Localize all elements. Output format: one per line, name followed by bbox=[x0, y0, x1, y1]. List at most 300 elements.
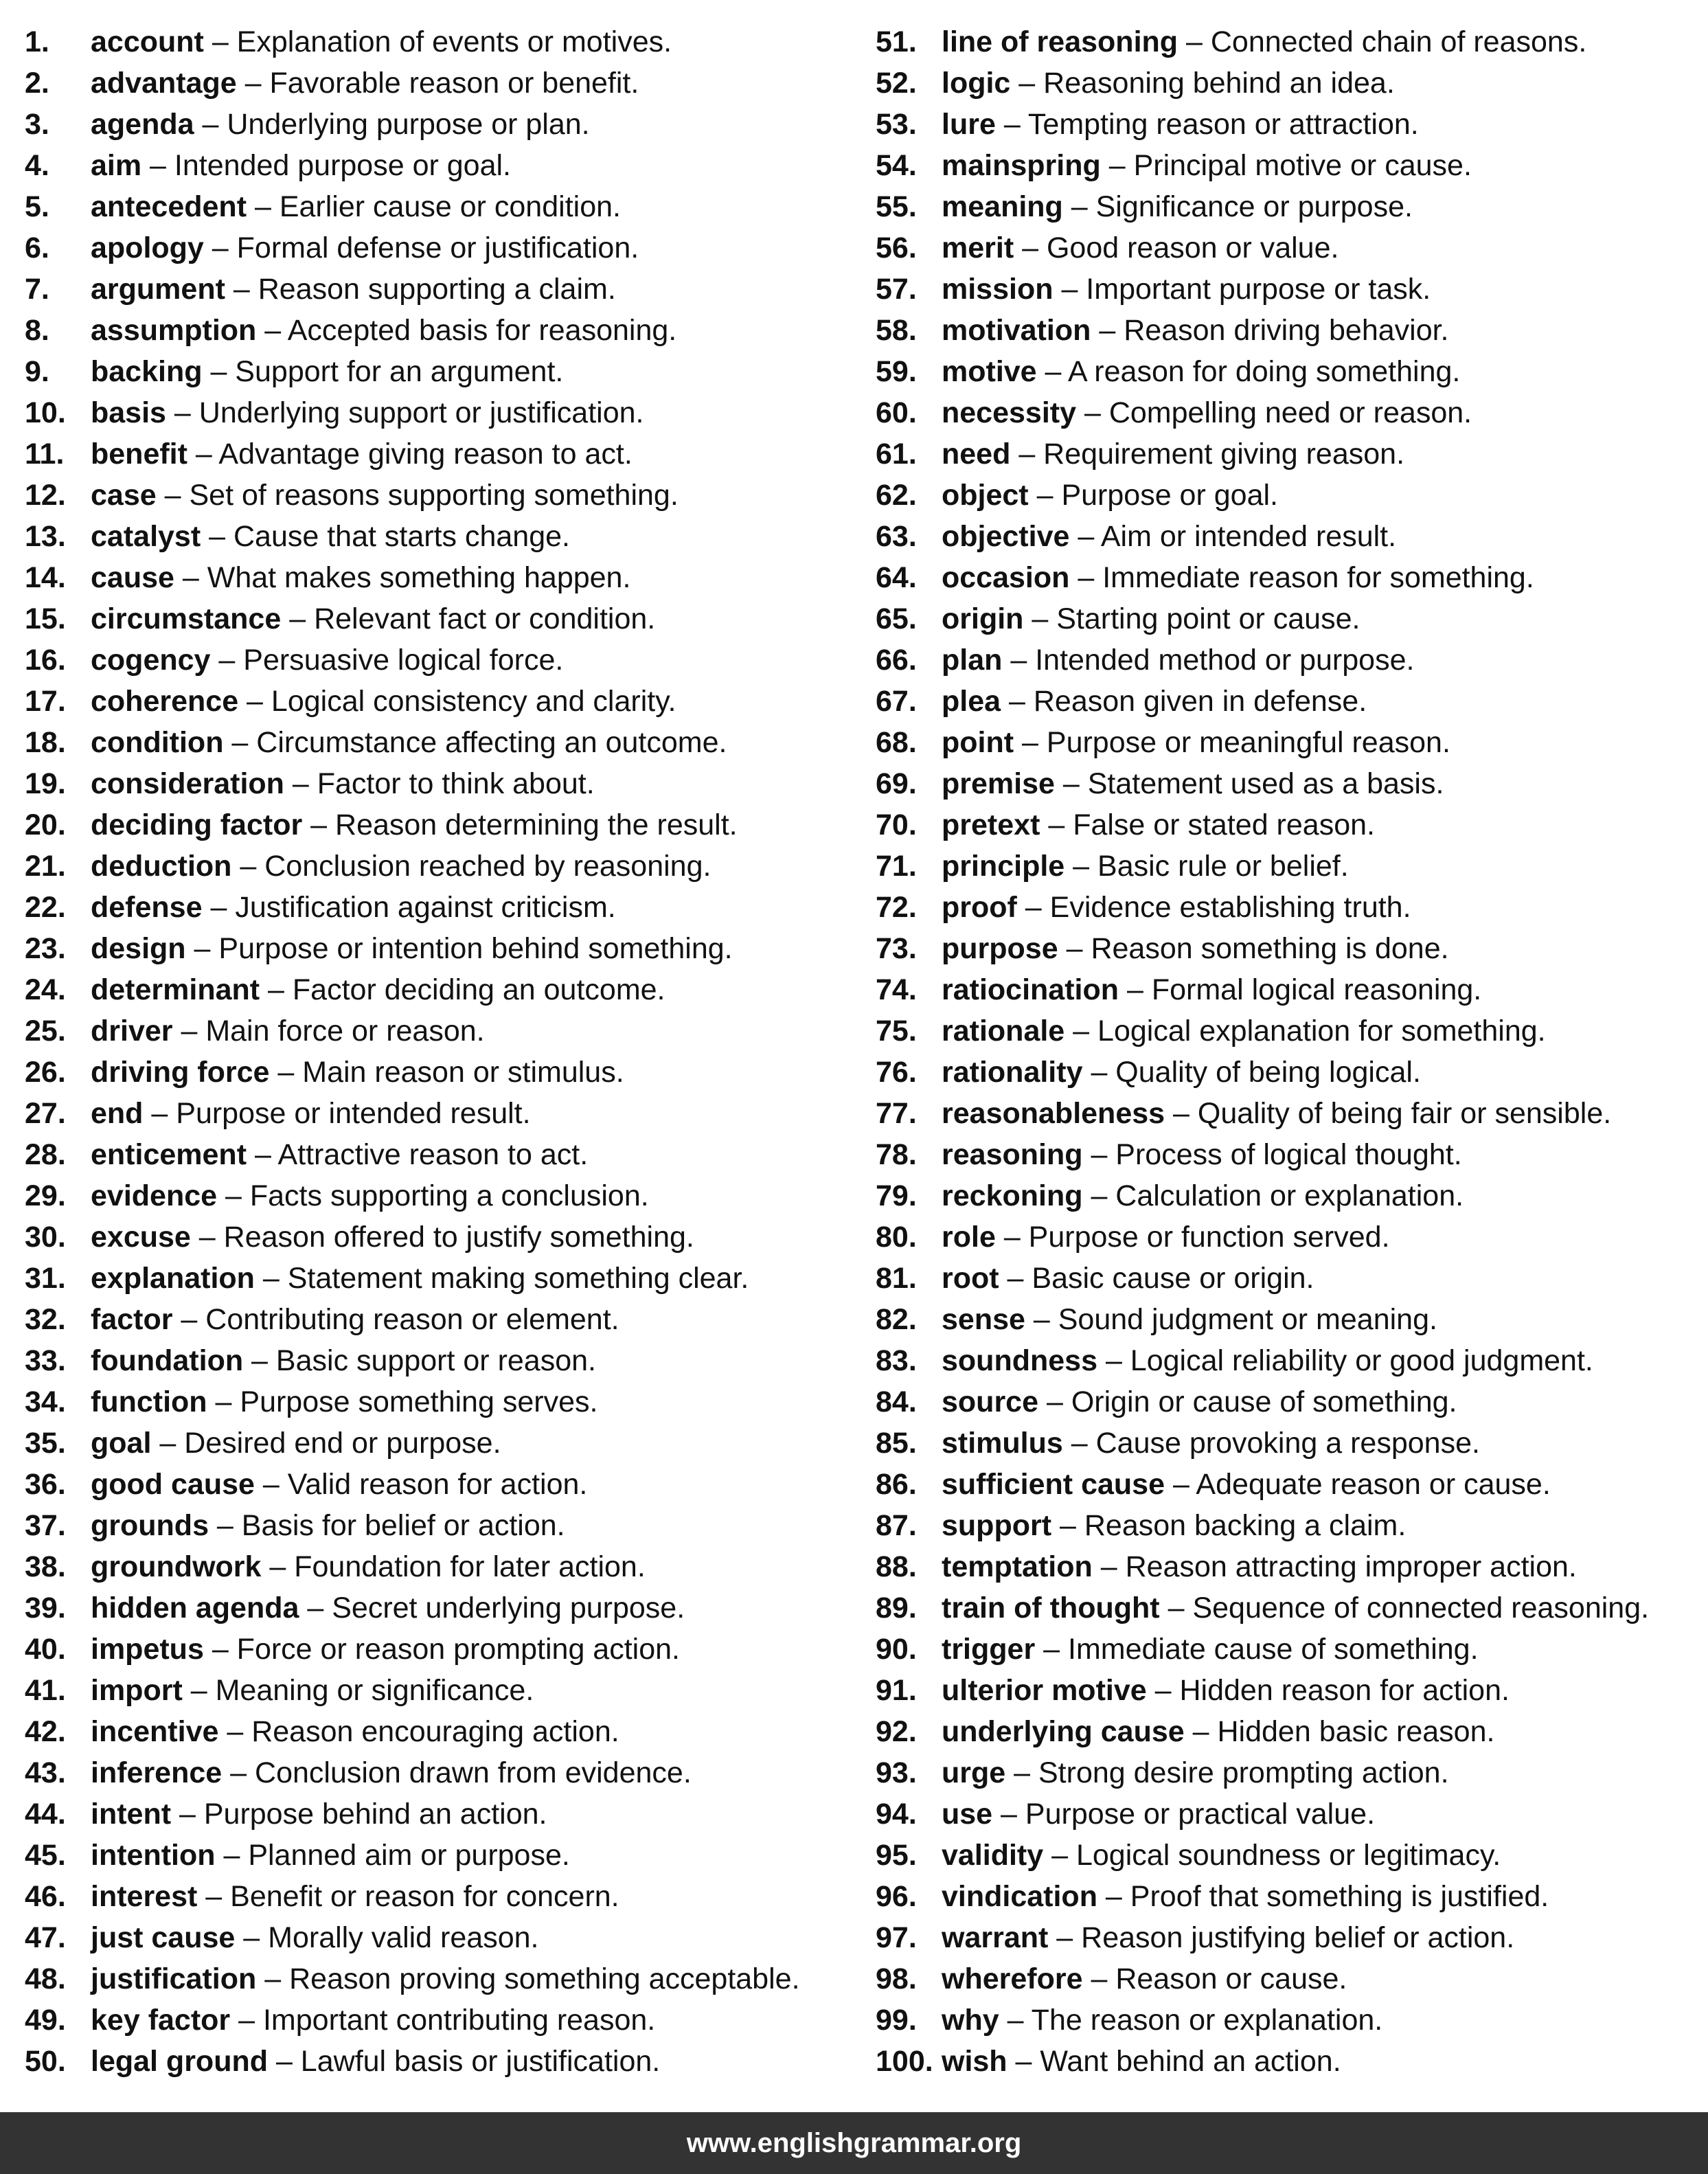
list-item bbox=[876, 1299, 1708, 1340]
item-number: 91. bbox=[876, 1674, 917, 1707]
list-item bbox=[25, 1464, 869, 1505]
item-number: 34. bbox=[25, 1385, 66, 1418]
list-item bbox=[25, 1423, 869, 1464]
item-term: root bbox=[942, 1262, 999, 1295]
list-item bbox=[876, 1340, 1708, 1381]
item-term: agenda bbox=[91, 108, 194, 141]
item-term: excuse bbox=[91, 1221, 191, 1254]
list-item bbox=[876, 2000, 1708, 2041]
item-term: role bbox=[942, 1221, 996, 1254]
item-number: 70. bbox=[876, 808, 917, 841]
item-definition: – Hidden basic reason. bbox=[1184, 1715, 1495, 1748]
item-term: groundwork bbox=[91, 1550, 262, 1583]
list-item bbox=[25, 1134, 869, 1175]
list-item bbox=[876, 1587, 1708, 1629]
list-item bbox=[876, 1793, 1708, 1835]
item-number: 36. bbox=[25, 1468, 66, 1501]
item-term: goal bbox=[91, 1427, 152, 1460]
footer-website: www.englishgrammar.org bbox=[0, 2112, 1708, 2174]
item-definition: – Principal motive or cause. bbox=[1100, 149, 1472, 182]
item-term: reasoning bbox=[942, 1138, 1083, 1171]
item-term: factor bbox=[91, 1303, 173, 1336]
item-definition: – Want behind an action. bbox=[1007, 2045, 1341, 2078]
item-number: 75. bbox=[876, 1015, 917, 1048]
item-definition: – Important purpose or task. bbox=[1053, 273, 1431, 306]
item-number: 13. bbox=[25, 520, 66, 553]
item-definition: – Justification against criticism. bbox=[202, 891, 616, 924]
item-number: 25. bbox=[25, 1015, 66, 1048]
item-term: interest bbox=[91, 1880, 198, 1913]
item-definition: – Important contributing reason. bbox=[230, 2004, 656, 2037]
item-term: rationality bbox=[942, 1056, 1083, 1089]
item-definition: – Reason backing a claim. bbox=[1051, 1509, 1407, 1542]
item-term: intention bbox=[91, 1839, 216, 1872]
list-item bbox=[25, 557, 869, 598]
item-definition: – Reason something is done. bbox=[1058, 932, 1449, 965]
item-definition: – Evidence establishing truth. bbox=[1016, 891, 1411, 924]
item-definition: – Requirement giving reason. bbox=[1010, 438, 1405, 471]
item-definition: – Formal logical reasoning. bbox=[1119, 973, 1482, 1006]
item-definition: – Relevant fact or condition. bbox=[281, 602, 656, 635]
item-definition: – Explanation of events or motives. bbox=[203, 25, 672, 58]
item-definition: – Purpose behind an action. bbox=[171, 1798, 547, 1831]
item-term: benefit bbox=[91, 438, 187, 471]
item-definition: – Intended purpose or goal. bbox=[141, 149, 512, 182]
list-item bbox=[25, 351, 869, 392]
item-number: 6. bbox=[25, 231, 49, 264]
item-definition: – Logical consistency and clarity. bbox=[238, 685, 676, 718]
list-item bbox=[876, 227, 1708, 269]
item-definition: – Reason encouraging action. bbox=[218, 1715, 619, 1748]
item-definition: – Advantage giving reason to act. bbox=[187, 438, 633, 471]
item-definition: – Logical soundness or legitimacy. bbox=[1043, 1839, 1501, 1872]
list-item bbox=[25, 475, 869, 516]
item-number: 1. bbox=[25, 25, 49, 58]
item-definition: – Reason proving something acceptable. bbox=[256, 1962, 800, 1995]
item-number: 42. bbox=[25, 1715, 66, 1748]
item-number: 98. bbox=[876, 1962, 917, 1995]
item-term: stimulus bbox=[942, 1427, 1063, 1460]
item-term: why bbox=[942, 2004, 999, 2037]
list-item bbox=[876, 104, 1708, 145]
list-item bbox=[25, 1381, 869, 1423]
item-definition: – Purpose something serves. bbox=[207, 1385, 598, 1418]
list-item bbox=[25, 433, 869, 475]
item-number: 61. bbox=[876, 438, 917, 471]
item-definition: – Benefit or reason for concern. bbox=[197, 1880, 619, 1913]
list-item bbox=[876, 1216, 1708, 1258]
list-item bbox=[25, 21, 869, 63]
item-definition: – Logical explanation for something. bbox=[1064, 1015, 1546, 1048]
item-term: mission bbox=[942, 273, 1054, 306]
item-term: wish bbox=[942, 2045, 1007, 2078]
item-term: proof bbox=[942, 891, 1017, 924]
item-term: foundation bbox=[91, 1344, 244, 1377]
item-definition: – Conclusion reached by reasoning. bbox=[231, 850, 711, 883]
item-term: antecedent bbox=[91, 190, 247, 223]
item-definition: – Reason or cause. bbox=[1082, 1962, 1347, 1995]
item-definition: – Earlier cause or condition. bbox=[247, 190, 621, 223]
list-item bbox=[876, 392, 1708, 433]
item-number: 58. bbox=[876, 314, 917, 347]
item-term: cogency bbox=[91, 644, 211, 677]
list-item bbox=[25, 1010, 869, 1052]
item-term: just cause bbox=[91, 1921, 236, 1954]
list-item bbox=[25, 186, 869, 227]
item-definition: – Immediate cause of something. bbox=[1035, 1633, 1479, 1666]
item-number: 23. bbox=[25, 932, 66, 965]
item-number: 4. bbox=[25, 149, 49, 182]
item-definition: – Set of reasons supporting something. bbox=[156, 479, 679, 512]
list-item bbox=[25, 1793, 869, 1835]
item-term: sufficient cause bbox=[942, 1468, 1165, 1501]
list-item bbox=[876, 433, 1708, 475]
item-term: trigger bbox=[942, 1633, 1036, 1666]
item-term: validity bbox=[942, 1839, 1044, 1872]
item-number: 72. bbox=[876, 891, 917, 924]
list-item bbox=[876, 681, 1708, 722]
item-term: source bbox=[942, 1385, 1039, 1418]
list-item bbox=[25, 1587, 869, 1629]
item-number: 22. bbox=[25, 891, 66, 924]
item-term: argument bbox=[91, 273, 225, 306]
list-item bbox=[25, 392, 869, 433]
item-definition: – The reason or explanation. bbox=[999, 2004, 1383, 2037]
list-item bbox=[876, 598, 1708, 639]
item-term: design bbox=[91, 932, 186, 965]
item-number: 68. bbox=[876, 726, 917, 759]
item-term: determinant bbox=[91, 973, 260, 1006]
item-number: 97. bbox=[876, 1921, 917, 1954]
item-term: need bbox=[942, 438, 1011, 471]
list-item bbox=[25, 1876, 869, 1917]
item-term: cause bbox=[91, 561, 174, 594]
item-number: 90. bbox=[876, 1633, 917, 1666]
item-term: assumption bbox=[91, 314, 257, 347]
item-term: train of thought bbox=[942, 1592, 1160, 1624]
item-term: deciding factor bbox=[91, 808, 303, 841]
list-item bbox=[876, 516, 1708, 557]
list-item bbox=[25, 1216, 869, 1258]
item-number: 67. bbox=[876, 685, 917, 718]
item-definition: – Reason given in defense. bbox=[1001, 685, 1367, 718]
item-definition: – Good reason or value. bbox=[1014, 231, 1339, 264]
item-number: 12. bbox=[25, 479, 66, 512]
item-definition: – Force or reason prompting action. bbox=[203, 1633, 680, 1666]
item-number: 94. bbox=[876, 1798, 917, 1831]
item-number: 16. bbox=[25, 644, 66, 677]
item-number: 73. bbox=[876, 932, 917, 965]
list-item bbox=[25, 1917, 869, 1958]
list-item bbox=[876, 269, 1708, 310]
list-item bbox=[25, 1340, 869, 1381]
item-definition: – Sound judgment or meaning. bbox=[1025, 1303, 1437, 1336]
item-term: underlying cause bbox=[942, 1715, 1185, 1748]
item-number: 57. bbox=[876, 273, 917, 306]
item-definition: – Adequate reason or cause. bbox=[1165, 1468, 1551, 1501]
item-term: condition bbox=[91, 726, 224, 759]
item-term: evidence bbox=[91, 1179, 218, 1212]
item-number: 53. bbox=[876, 108, 917, 141]
item-term: impetus bbox=[91, 1633, 204, 1666]
list-item bbox=[25, 104, 869, 145]
item-term: end bbox=[91, 1097, 144, 1130]
list-item bbox=[876, 1134, 1708, 1175]
item-definition: – Strong desire prompting action. bbox=[1005, 1756, 1449, 1789]
item-number: 8. bbox=[25, 314, 49, 347]
list-item bbox=[876, 1670, 1708, 1711]
item-number: 64. bbox=[876, 561, 917, 594]
item-term: merit bbox=[942, 231, 1014, 264]
item-number: 52. bbox=[876, 67, 917, 100]
item-term: plea bbox=[942, 685, 1001, 718]
item-term: good cause bbox=[91, 1468, 255, 1501]
item-number: 47. bbox=[25, 1921, 66, 1954]
item-definition: – Reason determining the result. bbox=[302, 808, 738, 841]
list-item bbox=[25, 1670, 869, 1711]
list-item bbox=[25, 1835, 869, 1876]
list-item bbox=[25, 1258, 869, 1299]
item-number: 31. bbox=[25, 1262, 66, 1295]
item-term: key factor bbox=[91, 2004, 231, 2037]
item-definition: – Facts supporting a conclusion. bbox=[217, 1179, 649, 1212]
list-item bbox=[25, 269, 869, 310]
item-definition: – Purpose or practical value. bbox=[992, 1798, 1376, 1831]
item-definition: – Purpose or meaningful reason. bbox=[1014, 726, 1450, 759]
list-item bbox=[876, 1423, 1708, 1464]
list-item bbox=[876, 1917, 1708, 1958]
list-item bbox=[876, 186, 1708, 227]
item-term: enticement bbox=[91, 1138, 247, 1171]
item-number: 24. bbox=[25, 973, 66, 1006]
list-item bbox=[25, 1546, 869, 1587]
item-number: 17. bbox=[25, 685, 66, 718]
item-definition: – Process of logical thought. bbox=[1082, 1138, 1462, 1171]
item-number: 3. bbox=[25, 108, 49, 141]
item-definition: – Favorable reason or benefit. bbox=[236, 67, 639, 100]
item-term: reasonableness bbox=[942, 1097, 1165, 1130]
item-definition: – Attractive reason to act. bbox=[247, 1138, 589, 1171]
list-item bbox=[876, 1381, 1708, 1423]
list-item bbox=[876, 1175, 1708, 1216]
list-item bbox=[25, 1052, 869, 1093]
list-item bbox=[876, 846, 1708, 887]
item-number: 99. bbox=[876, 2004, 917, 2037]
item-term: wherefore bbox=[942, 1962, 1083, 1995]
item-term: soundness bbox=[942, 1344, 1097, 1377]
list-item bbox=[876, 804, 1708, 846]
item-term: legal ground bbox=[91, 2045, 268, 2078]
item-term: objective bbox=[942, 520, 1070, 553]
item-definition: – Starting point or cause. bbox=[1023, 602, 1360, 635]
item-number: 65. bbox=[876, 602, 917, 635]
item-definition: – Underlying purpose or plan. bbox=[194, 108, 590, 141]
item-definition: – Planned aim or purpose. bbox=[215, 1839, 570, 1872]
item-term: driver bbox=[91, 1015, 173, 1048]
item-number: 30. bbox=[25, 1221, 66, 1254]
item-number: 35. bbox=[25, 1427, 66, 1460]
list-item bbox=[876, 1629, 1708, 1670]
item-number: 60. bbox=[876, 396, 917, 429]
item-term: mainspring bbox=[942, 149, 1101, 182]
item-number: 56. bbox=[876, 231, 917, 264]
list-item bbox=[876, 557, 1708, 598]
item-definition: – Contributing reason or element. bbox=[172, 1303, 619, 1336]
item-term: urge bbox=[942, 1756, 1006, 1789]
item-number: 77. bbox=[876, 1097, 917, 1130]
item-number: 95. bbox=[876, 1839, 917, 1872]
item-number: 76. bbox=[876, 1056, 917, 1089]
item-term: deduction bbox=[91, 850, 232, 883]
item-definition: – Foundation for later action. bbox=[261, 1550, 646, 1583]
item-definition: – Statement used as a basis. bbox=[1054, 767, 1444, 800]
item-definition: – Quality of being fair or sensible. bbox=[1165, 1097, 1612, 1130]
item-number: 49. bbox=[25, 2004, 66, 2037]
item-definition: – Factor deciding an outcome. bbox=[260, 973, 665, 1006]
list-item bbox=[25, 804, 869, 846]
item-definition: – Formal defense or justification. bbox=[203, 231, 639, 264]
word-list-right bbox=[876, 21, 1708, 2082]
item-definition: – What makes something happen. bbox=[174, 561, 631, 594]
item-term: import bbox=[91, 1674, 183, 1707]
item-number: 80. bbox=[876, 1221, 917, 1254]
item-term: meaning bbox=[942, 190, 1063, 223]
item-number: 33. bbox=[25, 1344, 66, 1377]
item-term: support bbox=[942, 1509, 1052, 1542]
item-term: use bbox=[942, 1798, 993, 1831]
list-item bbox=[876, 969, 1708, 1010]
list-item bbox=[25, 1175, 869, 1216]
list-item bbox=[876, 763, 1708, 804]
list-item bbox=[876, 21, 1708, 63]
list-item bbox=[25, 310, 869, 351]
item-number: 37. bbox=[25, 1509, 66, 1542]
item-number: 7. bbox=[25, 273, 49, 306]
item-term: vindication bbox=[942, 1880, 1097, 1913]
item-definition: – A reason for doing something. bbox=[1036, 355, 1461, 388]
item-term: logic bbox=[942, 67, 1011, 100]
item-number: 96. bbox=[876, 1880, 917, 1913]
item-term: grounds bbox=[91, 1509, 209, 1542]
item-definition: – Basic cause or origin. bbox=[999, 1262, 1314, 1295]
item-number: 78. bbox=[876, 1138, 917, 1171]
item-term: consideration bbox=[91, 767, 284, 800]
list-item bbox=[25, 681, 869, 722]
list-item bbox=[25, 969, 869, 1010]
item-term: catalyst bbox=[91, 520, 201, 553]
item-number: 19. bbox=[25, 767, 66, 800]
item-definition: – False or stated reason. bbox=[1040, 808, 1375, 841]
item-number: 59. bbox=[876, 355, 917, 388]
item-number: 84. bbox=[876, 1385, 917, 1418]
item-definition: – Connected chain of reasons. bbox=[1178, 25, 1587, 58]
item-number: 79. bbox=[876, 1179, 917, 1212]
list-item bbox=[25, 639, 869, 681]
item-term: coherence bbox=[91, 685, 239, 718]
item-number: 62. bbox=[876, 479, 917, 512]
item-number: 48. bbox=[25, 1962, 66, 1995]
item-number: 63. bbox=[876, 520, 917, 553]
list-item bbox=[876, 351, 1708, 392]
item-term: driving force bbox=[91, 1056, 270, 1089]
list-item bbox=[876, 639, 1708, 681]
item-term: explanation bbox=[91, 1262, 255, 1295]
item-term: account bbox=[91, 25, 204, 58]
item-term: origin bbox=[942, 602, 1024, 635]
item-number: 9. bbox=[25, 355, 49, 388]
item-definition: – Reasoning behind an idea. bbox=[1010, 67, 1395, 100]
list-item bbox=[876, 928, 1708, 969]
list-item bbox=[25, 763, 869, 804]
list-item bbox=[25, 887, 869, 928]
item-number: 41. bbox=[25, 1674, 66, 1707]
item-number: 14. bbox=[25, 561, 66, 594]
item-definition: – Secret underlying purpose. bbox=[299, 1592, 685, 1624]
item-number: 89. bbox=[876, 1592, 917, 1624]
item-number: 88. bbox=[876, 1550, 917, 1583]
item-definition: – Purpose or function served. bbox=[995, 1221, 1390, 1254]
item-number: 39. bbox=[25, 1592, 66, 1624]
item-term: intent bbox=[91, 1798, 172, 1831]
item-number: 27. bbox=[25, 1097, 66, 1130]
item-number: 32. bbox=[25, 1303, 66, 1336]
item-term: hidden agenda bbox=[91, 1592, 299, 1624]
list-item bbox=[876, 475, 1708, 516]
item-definition: – Reason offered to justify something. bbox=[190, 1221, 694, 1254]
item-term: apology bbox=[91, 231, 204, 264]
list-item bbox=[876, 1258, 1708, 1299]
item-number: 54. bbox=[876, 149, 917, 182]
item-number: 44. bbox=[25, 1798, 66, 1831]
list-item bbox=[876, 1876, 1708, 1917]
item-definition: – Compelling need or reason. bbox=[1076, 396, 1472, 429]
item-term: ratiocination bbox=[942, 973, 1119, 1006]
item-number: 100. bbox=[876, 2045, 933, 2078]
list-item bbox=[876, 1711, 1708, 1752]
list-item bbox=[25, 846, 869, 887]
item-term: temptation bbox=[942, 1550, 1093, 1583]
list-item bbox=[876, 63, 1708, 104]
list-item bbox=[876, 1464, 1708, 1505]
item-number: 29. bbox=[25, 1179, 66, 1212]
item-number: 15. bbox=[25, 602, 66, 635]
item-term: circumstance bbox=[91, 602, 282, 635]
item-number: 10. bbox=[25, 396, 66, 429]
item-term: backing bbox=[91, 355, 203, 388]
item-number: 66. bbox=[876, 644, 917, 677]
item-term: principle bbox=[942, 850, 1065, 883]
item-number: 45. bbox=[25, 1839, 66, 1872]
list-item bbox=[876, 2041, 1708, 2082]
word-list-left bbox=[25, 21, 869, 2082]
list-item bbox=[876, 1958, 1708, 2000]
list-item bbox=[25, 1711, 869, 1752]
item-definition: – Immediate reason for something. bbox=[1069, 561, 1534, 594]
item-term: rationale bbox=[942, 1015, 1065, 1048]
item-definition: – Main force or reason. bbox=[172, 1015, 485, 1048]
item-term: occasion bbox=[942, 561, 1070, 594]
list-item bbox=[876, 1835, 1708, 1876]
item-number: 21. bbox=[25, 850, 66, 883]
item-number: 74. bbox=[876, 973, 917, 1006]
item-definition: – Purpose or intention behind something. bbox=[185, 932, 733, 965]
list-item bbox=[876, 722, 1708, 763]
item-term: pretext bbox=[942, 808, 1040, 841]
list-item bbox=[25, 145, 869, 186]
item-definition: – Cause provoking a response. bbox=[1062, 1427, 1480, 1460]
item-definition: – Factor to think about. bbox=[284, 767, 595, 800]
item-term: necessity bbox=[942, 396, 1077, 429]
